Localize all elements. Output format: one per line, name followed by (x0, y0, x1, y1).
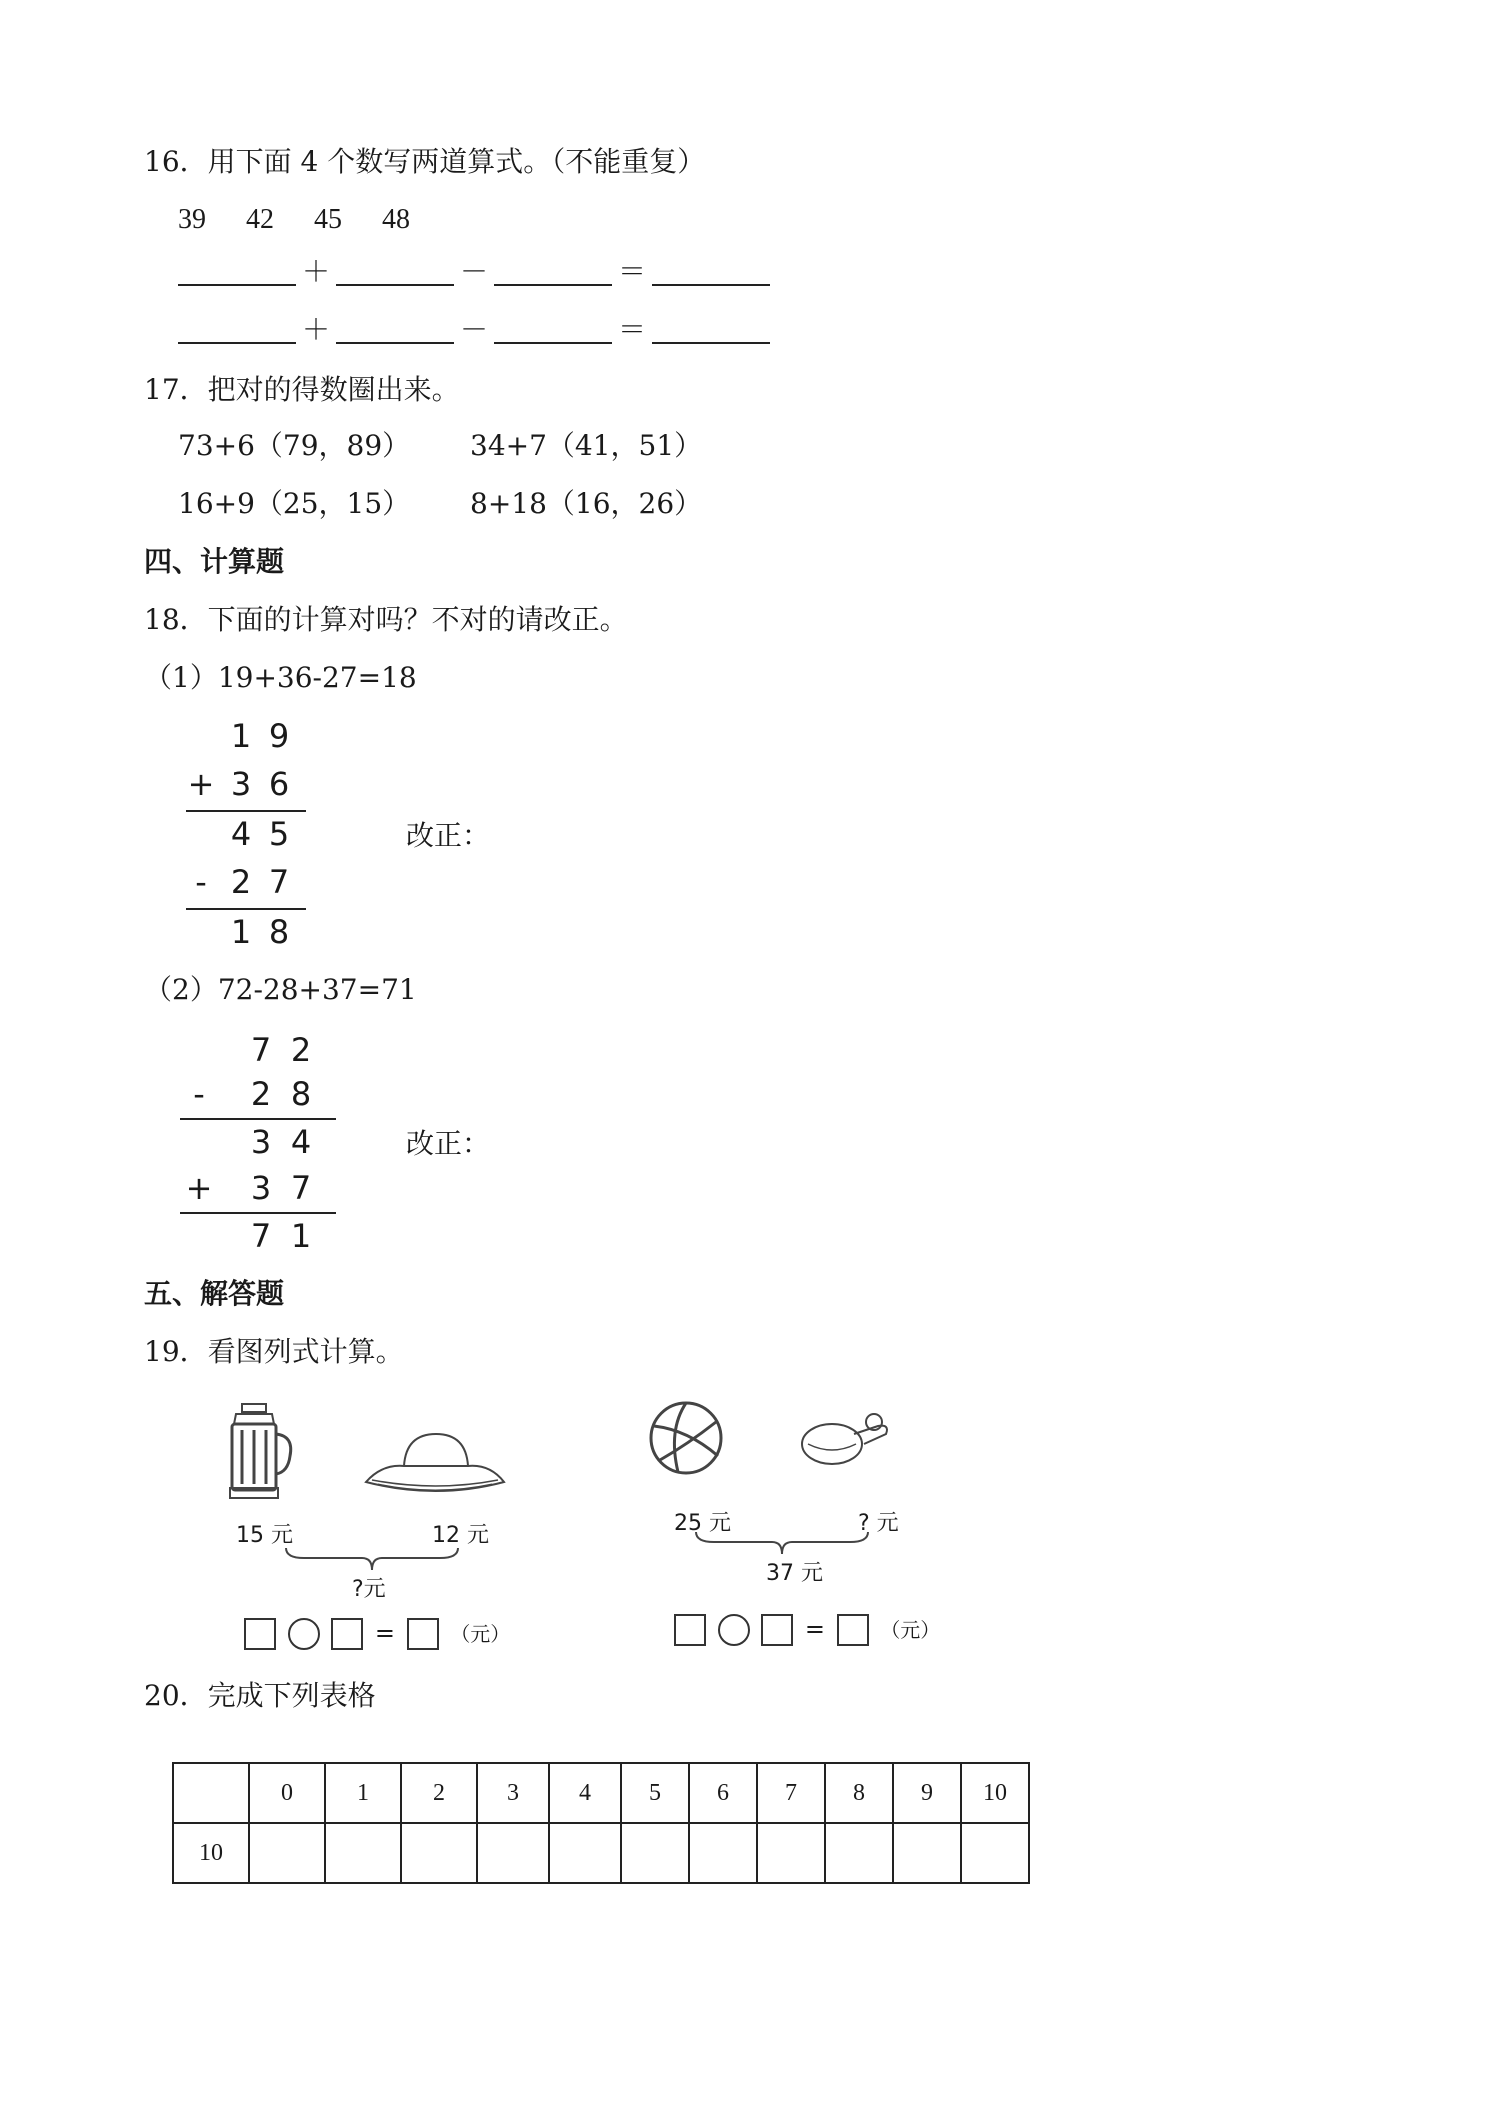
header-cell: 6 (689, 1763, 757, 1823)
blank[interactable] (652, 316, 770, 344)
equation-template-2: = （元） (674, 1614, 944, 1646)
answer-cell[interactable] (549, 1823, 621, 1883)
q17-item-1[interactable]: 73+6（79，89） (178, 429, 411, 462)
header-cell: 3 (477, 1763, 549, 1823)
thermos-price: 15 元 (236, 1523, 293, 1548)
blank[interactable] (494, 258, 612, 286)
row-label: 10 (173, 1823, 249, 1883)
correction-label-1: 改正： (406, 819, 491, 852)
answer-cell[interactable] (325, 1823, 401, 1883)
answer-cell[interactable] (621, 1823, 689, 1883)
header-cell: 5 (621, 1763, 689, 1823)
q19-title: 19．看图列式计算。 (144, 1335, 404, 1368)
operator-circle[interactable] (718, 1614, 750, 1646)
q18-part1-label: （1）19+36-27=18 (144, 661, 417, 694)
answer-cell[interactable] (757, 1823, 825, 1883)
header-cell: 1 (325, 1763, 401, 1823)
answer-box[interactable] (331, 1618, 363, 1650)
hat-icon (362, 1430, 508, 1500)
number-3: 45 (314, 204, 342, 235)
unit-label: （元） (880, 1618, 941, 1642)
q18-part2-label: （2）72-28+37=71 (144, 973, 417, 1006)
correction-label-2: 改正： (406, 1127, 491, 1160)
header-cell: 2 (401, 1763, 477, 1823)
volleyball-price: 25 元 (674, 1511, 731, 1536)
answer-cell[interactable] (249, 1823, 325, 1883)
answer-cell[interactable] (825, 1823, 893, 1883)
header-cell: 0 (249, 1763, 325, 1823)
q17-item-4[interactable]: 8+18（16，26） (470, 487, 703, 520)
section-4-heading: 四、计算题 (144, 545, 285, 578)
header-cell: 7 (757, 1763, 825, 1823)
q20-title: 20．完成下列表格 (144, 1679, 376, 1712)
header-cell: 4 (549, 1763, 621, 1823)
answer-box[interactable] (837, 1614, 869, 1646)
total-price: 37 元 (766, 1561, 823, 1586)
volleyball-icon (648, 1400, 724, 1480)
table-corner (173, 1763, 249, 1823)
section-5-heading: 五、解答题 (144, 1277, 285, 1310)
unit-label: （元） (450, 1622, 511, 1646)
blank[interactable] (652, 258, 770, 286)
number-4: 48 (382, 204, 410, 235)
q17-item-3[interactable]: 16+9（25，15） (178, 487, 411, 520)
answer-box[interactable] (407, 1618, 439, 1650)
q16-numbers (178, 206, 410, 234)
answer-cell[interactable] (689, 1823, 757, 1883)
thermos-icon (228, 1404, 298, 1506)
header-cell: 8 (825, 1763, 893, 1823)
answer-cell[interactable] (893, 1823, 961, 1883)
blank[interactable] (178, 258, 296, 286)
answer-box[interactable] (674, 1614, 706, 1646)
blank[interactable] (494, 316, 612, 344)
answer-cell[interactable] (401, 1823, 477, 1883)
q16-equation-1: ＋ － ＝ (178, 258, 770, 286)
answer-cell[interactable] (477, 1823, 549, 1883)
blank[interactable] (336, 316, 454, 344)
number-2: 42 (246, 204, 274, 235)
blank[interactable] (178, 316, 296, 344)
operator-circle[interactable] (288, 1618, 320, 1650)
answer-box[interactable] (244, 1618, 276, 1650)
q16-equation-2: ＋ － ＝ (178, 316, 770, 344)
ping-pong-paddle-icon (798, 1404, 894, 1478)
header-cell: 9 (893, 1763, 961, 1823)
header-cell: 10 (961, 1763, 1029, 1823)
equation-template-1: = （元） (244, 1618, 514, 1650)
answer-cell[interactable] (961, 1823, 1029, 1883)
vertical-calculation-2: 7 2 - 2 8 3 4 + 3 7 7 1 (180, 1030, 336, 1270)
number-1: 39 (178, 204, 206, 235)
q17-title: 17．把对的得数圈出来。 (144, 373, 460, 406)
vertical-calculation-1: 1 9 + 3 6 4 5 - 2 7 1 8 (186, 716, 306, 956)
q16-title: 16．用下面 4 个数写两道算式。（不能重复） (144, 145, 706, 178)
answer-box[interactable] (761, 1614, 793, 1646)
total-price: ?元 (352, 1577, 386, 1602)
hat-price: 12 元 (432, 1523, 489, 1548)
q18-title: 18．下面的计算对吗？不对的请改正。 (144, 603, 628, 636)
blank[interactable] (336, 258, 454, 286)
paddle-price: ? 元 (858, 1511, 899, 1536)
q17-item-2[interactable]: 34+7（41，51） (470, 429, 703, 462)
addition-table (172, 1762, 1030, 1884)
